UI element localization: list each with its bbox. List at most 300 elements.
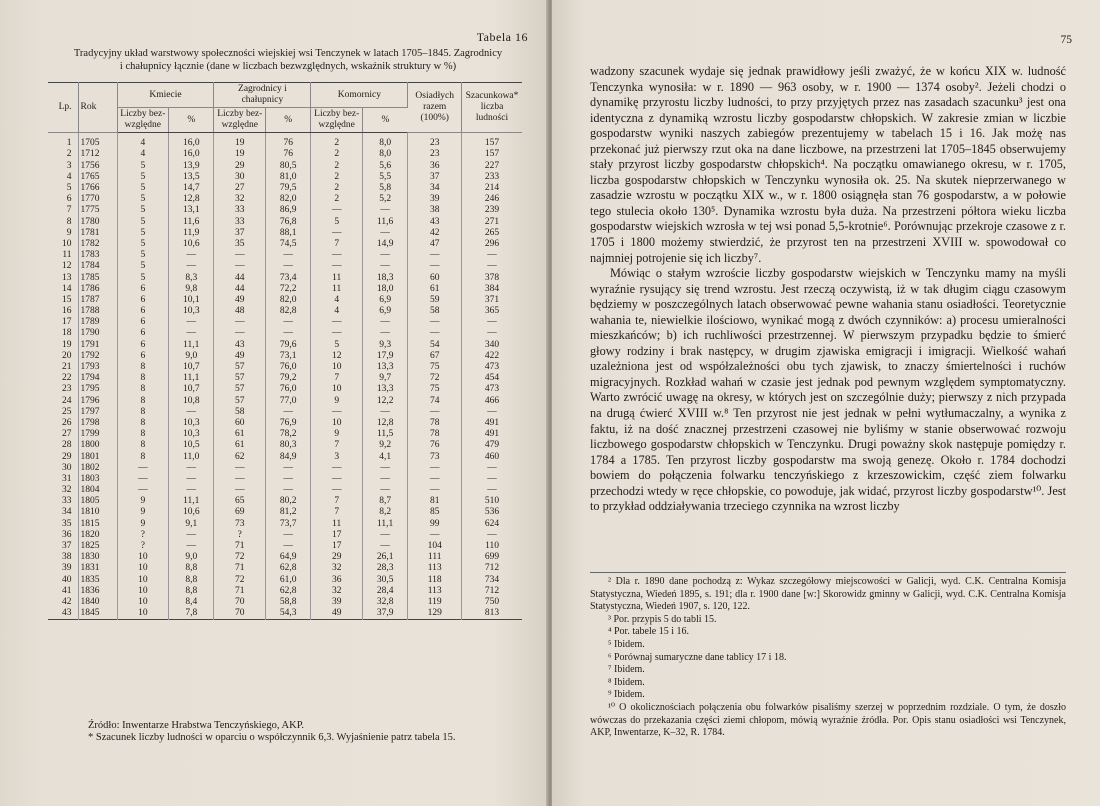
cell-osiadlych: 36 <box>408 160 462 171</box>
cell-rok: 1836 <box>78 586 117 597</box>
cell-rok: 1788 <box>78 306 117 317</box>
cell-rok: 1799 <box>78 429 117 440</box>
cell-osiadlych: 61 <box>408 283 462 294</box>
table-row <box>48 608 522 620</box>
cell-osiadlych: 113 <box>408 563 462 574</box>
cell-zagrodnicy-liczby: 65 <box>214 496 266 507</box>
cell-komornicy-pct: — <box>363 407 408 418</box>
cell-lp: 16 <box>48 306 78 317</box>
cell-szacunkowa: 371 <box>484 294 500 305</box>
cell-zagrodnicy-liczby: 57 <box>214 395 266 406</box>
cell-kmiecie-liczby: 6 <box>117 317 169 328</box>
cell-zagrodnicy-pct: 80,3 <box>266 440 311 451</box>
cell-kmiecie-pct: 9,0 <box>169 351 214 362</box>
cell-kmiecie-liczby: 10 <box>117 563 169 574</box>
cell-zagrodnicy-liczby: 33 <box>214 205 266 216</box>
table-row <box>48 160 522 171</box>
table-row <box>48 306 522 317</box>
cell-komornicy-liczby: 32 <box>311 586 363 597</box>
header-szacunkowa: Szacunkowa* liczba ludności <box>462 83 522 133</box>
cell-komornicy-liczby: 7 <box>311 507 363 518</box>
cell-szacunkowa: 510 <box>484 496 500 507</box>
cell-zagrodnicy-pct: 64,9 <box>266 552 311 563</box>
cell-zagrodnicy-liczby: 44 <box>214 283 266 294</box>
cell-lp: 26 <box>48 418 78 429</box>
cell-lp: 1 <box>48 133 78 150</box>
left-page <box>0 0 548 806</box>
cell-kmiecie-pct: 9,8 <box>169 283 214 294</box>
cell-osiadlych: 76 <box>408 440 462 451</box>
cell-lp: 36 <box>48 530 78 541</box>
cell-zagrodnicy-pct: 81,0 <box>266 172 311 183</box>
cell-osiadlych: 59 <box>408 295 462 306</box>
table-row <box>48 328 522 339</box>
cell-osiadlych: 113 <box>408 586 462 597</box>
cell-zagrodnicy-pct: 73,1 <box>266 351 311 362</box>
cell-zagrodnicy-liczby: 73 <box>214 518 266 529</box>
table-row <box>48 239 522 250</box>
cell-szacunkowa: 227 <box>484 160 500 171</box>
cell-rok: 1785 <box>78 272 117 283</box>
cell-osiadlych: 73 <box>408 451 462 462</box>
table-row <box>48 407 522 418</box>
cell-rok: 1798 <box>78 418 117 429</box>
cell-rok: 1831 <box>78 563 117 574</box>
cell-osiadlych: 129 <box>408 608 462 620</box>
cell-komornicy-pct: 6,9 <box>363 306 408 317</box>
cell-lp: 13 <box>48 272 78 283</box>
cell-rok: 1804 <box>78 485 117 496</box>
cell-lp: 17 <box>48 317 78 328</box>
cell-zagrodnicy-liczby: 48 <box>214 306 266 317</box>
cell-zagrodnicy-liczby: 71 <box>214 586 266 597</box>
cell-rok: 1840 <box>78 597 117 608</box>
table-row <box>48 317 522 328</box>
table-row <box>48 496 522 507</box>
cell-komornicy-liczby: 9 <box>311 395 363 406</box>
cell-osiadlych: — <box>408 250 462 261</box>
cell-zagrodnicy-pct: — <box>266 261 311 272</box>
cell-kmiecie-liczby: 4 <box>117 149 169 160</box>
cell-rok: 1800 <box>78 440 117 451</box>
cell-kmiecie-pct: 8,8 <box>169 574 214 585</box>
cell-komornicy-liczby: 5 <box>311 339 363 350</box>
cell-kmiecie-liczby: 6 <box>117 283 169 294</box>
source-line: Źródło: Inwentarze Hrabstwa Tenczyńskiego, AKP. <box>88 720 305 731</box>
cell-zagrodnicy-liczby: — <box>214 250 266 261</box>
cell-kmiecie-pct: — <box>169 530 214 541</box>
cell-osiadlych: — <box>408 474 462 485</box>
cell-rok: 1805 <box>78 496 117 507</box>
cell-zagrodnicy-pct: 76,8 <box>266 216 311 227</box>
cell-komornicy-liczby: 17 <box>311 530 363 541</box>
right-page <box>552 0 1100 806</box>
cell-osiadlych: 54 <box>408 339 462 350</box>
cell-szacunkowa: 239 <box>484 205 500 216</box>
cell-komornicy-liczby: 11 <box>311 272 363 283</box>
cell-kmiecie-pct: — <box>169 485 214 496</box>
table-source <box>88 720 455 744</box>
cell-rok: 1787 <box>78 295 117 306</box>
cell-zagrodnicy-liczby: 61 <box>214 429 266 440</box>
cell-kmiecie-pct: — <box>169 328 214 339</box>
table-row <box>48 339 522 350</box>
cell-kmiecie-liczby: — <box>117 474 169 485</box>
cell-komornicy-liczby: 36 <box>311 574 363 585</box>
cell-zagrodnicy-pct: 61,0 <box>266 574 311 585</box>
cell-komornicy-pct: 13,3 <box>363 384 408 395</box>
cell-lp: 30 <box>48 462 78 473</box>
table-row <box>48 507 522 518</box>
cell-zagrodnicy-pct: — <box>266 407 311 418</box>
cell-lp: 34 <box>48 507 78 518</box>
cell-zagrodnicy-pct: 79,5 <box>266 183 311 194</box>
cell-kmiecie-liczby: 9 <box>117 507 169 518</box>
cell-komornicy-pct: 30,5 <box>363 574 408 585</box>
cell-szacunkowa: 466 <box>484 395 500 406</box>
cell-rok: 1845 <box>78 608 117 620</box>
table-row <box>48 183 522 194</box>
cell-lp: 40 <box>48 574 78 585</box>
table-row <box>48 261 522 272</box>
cell-kmiecie-pct: — <box>169 462 214 473</box>
note-line: * Szacunek liczby ludności w oparciu o współczynnik 6,3. Wyjaśnienie patrz tabela 15. <box>88 732 456 743</box>
cell-zagrodnicy-pct: — <box>266 250 311 261</box>
table-row <box>48 362 522 373</box>
cell-zagrodnicy-pct: 76,9 <box>266 418 311 429</box>
cell-zagrodnicy-pct: 82,0 <box>266 295 311 306</box>
cell-lp: 27 <box>48 429 78 440</box>
cell-komornicy-liczby: 11 <box>311 283 363 294</box>
cell-komornicy-liczby: — <box>311 328 363 339</box>
cell-szacunkowa: 479 <box>484 440 500 451</box>
cell-zagrodnicy-liczby: 71 <box>214 563 266 574</box>
cell-zagrodnicy-pct: 76,0 <box>266 384 311 395</box>
cell-lp: 24 <box>48 395 78 406</box>
header-pct-kmiecie: % <box>169 108 214 133</box>
cell-szacunkowa: — <box>487 328 497 339</box>
cell-rok: 1802 <box>78 462 117 473</box>
cell-kmiecie-pct: 11,0 <box>169 451 214 462</box>
cell-zagrodnicy-liczby: 33 <box>214 216 266 227</box>
cell-kmiecie-liczby: 8 <box>117 440 169 451</box>
cell-osiadlych: 23 <box>408 133 462 150</box>
cell-komornicy-liczby: — <box>311 205 363 216</box>
cell-zagrodnicy-liczby: 70 <box>214 608 266 620</box>
cell-komornicy-liczby: 2 <box>311 133 363 150</box>
cell-osiadlych: 47 <box>408 239 462 250</box>
cell-szacunkowa: — <box>487 473 497 484</box>
cell-szacunkowa: 246 <box>484 194 500 205</box>
cell-lp: 25 <box>48 407 78 418</box>
cell-kmiecie-liczby: 4 <box>117 133 169 150</box>
caption-line-1: Tradycyjny układ warstwowy społeczności wiejskiej wsi Tenczynek w latach 1705–1845. Zagrodnicy <box>73 48 503 59</box>
table-row <box>48 216 522 227</box>
cell-zagrodnicy-pct: 77,0 <box>266 395 311 406</box>
body-text <box>590 64 1066 515</box>
cell-kmiecie-pct: 10,3 <box>169 429 214 440</box>
cell-kmiecie-pct: — <box>169 250 214 261</box>
cell-zagrodnicy-pct: 80,5 <box>266 160 311 171</box>
cell-rok: 1795 <box>78 384 117 395</box>
cell-komornicy-liczby: 2 <box>311 149 363 160</box>
cell-komornicy-pct: 28,4 <box>363 586 408 597</box>
cell-szacunkowa: 422 <box>484 350 500 361</box>
cell-rok: 1810 <box>78 507 117 518</box>
cell-osiadlych: — <box>408 261 462 272</box>
page-number: 75 <box>1060 34 1072 46</box>
cell-komornicy-liczby: 7 <box>311 496 363 507</box>
cell-kmiecie-pct: 10,5 <box>169 440 214 451</box>
table-row <box>48 451 522 462</box>
cell-zagrodnicy-liczby: 43 <box>214 339 266 350</box>
cell-zagrodnicy-pct: 58,8 <box>266 597 311 608</box>
cell-osiadlych: 81 <box>408 496 462 507</box>
cell-szacunkowa: — <box>487 529 497 540</box>
cell-zagrodnicy-pct: — <box>266 541 311 552</box>
cell-kmiecie-liczby: ? <box>117 541 169 552</box>
cell-komornicy-liczby: — <box>311 261 363 272</box>
table-row <box>48 474 522 485</box>
cell-osiadlych: — <box>408 328 462 339</box>
cell-szacunkowa: 157 <box>484 138 500 149</box>
cell-komornicy-pct: 14,9 <box>363 239 408 250</box>
cell-lp: 3 <box>48 160 78 171</box>
cell-zagrodnicy-liczby: 49 <box>214 351 266 362</box>
cell-kmiecie-pct: 7,8 <box>169 608 214 620</box>
cell-komornicy-liczby: 2 <box>311 160 363 171</box>
cell-kmiecie-liczby: 5 <box>117 183 169 194</box>
cell-rok: 1797 <box>78 407 117 418</box>
cell-kmiecie-liczby: 5 <box>117 205 169 216</box>
cell-szacunkowa: 699 <box>484 552 500 563</box>
cell-szacunkowa: 712 <box>484 585 500 596</box>
cell-zagrodnicy-pct: 76,0 <box>266 362 311 373</box>
cell-kmiecie-liczby: 6 <box>117 339 169 350</box>
cell-komornicy-liczby: 7 <box>311 440 363 451</box>
cell-komornicy-pct: 5,8 <box>363 183 408 194</box>
cell-lp: 22 <box>48 373 78 384</box>
cell-rok: 1782 <box>78 239 117 250</box>
table-row <box>48 373 522 384</box>
cell-zagrodnicy-pct: 79,6 <box>266 339 311 350</box>
cell-kmiecie-liczby: 5 <box>117 194 169 205</box>
cell-lp: 21 <box>48 362 78 373</box>
cell-kmiecie-liczby: 8 <box>117 407 169 418</box>
cell-komornicy-pct: — <box>363 462 408 473</box>
cell-komornicy-liczby: — <box>311 317 363 328</box>
cell-zagrodnicy-pct: 74,5 <box>266 239 311 250</box>
cell-szacunkowa: 233 <box>484 171 500 182</box>
cell-rok: 1784 <box>78 261 117 272</box>
table-body <box>48 133 522 620</box>
cell-zagrodnicy-liczby: 61 <box>214 440 266 451</box>
cell-kmiecie-pct: 13,5 <box>169 172 214 183</box>
cell-kmiecie-liczby: 5 <box>117 239 169 250</box>
table-row <box>48 418 522 429</box>
header-komornicy: Komornicy <box>311 83 408 108</box>
cell-zagrodnicy-liczby: 49 <box>214 295 266 306</box>
cell-kmiecie-liczby: 6 <box>117 306 169 317</box>
cell-lp: 29 <box>48 451 78 462</box>
cell-osiadlych: 104 <box>408 541 462 552</box>
cell-komornicy-pct: 9,2 <box>363 440 408 451</box>
cell-osiadlych: 75 <box>408 362 462 373</box>
cell-komornicy-liczby: 10 <box>311 418 363 429</box>
cell-lp: 2 <box>48 149 78 160</box>
cell-komornicy-pct: 12,2 <box>363 395 408 406</box>
cell-komornicy-liczby: 10 <box>311 362 363 373</box>
cell-kmiecie-pct: 9,1 <box>169 518 214 529</box>
cell-kmiecie-pct: 10,6 <box>169 507 214 518</box>
cell-lp: 10 <box>48 239 78 250</box>
caption-line-2: i chałupnicy łącznie (dane w liczbach bezwzględnych, wskaźnik struktury w %) <box>119 61 457 72</box>
cell-zagrodnicy-liczby: ? <box>214 530 266 541</box>
cell-szacunkowa: — <box>487 485 497 496</box>
cell-osiadlych: 60 <box>408 272 462 283</box>
cell-rok: 1781 <box>78 228 117 239</box>
cell-osiadlych: 111 <box>408 552 462 563</box>
cell-komornicy-pct: 26,1 <box>363 552 408 563</box>
cell-zagrodnicy-liczby: — <box>214 261 266 272</box>
table-row <box>48 272 522 283</box>
cell-lp: 4 <box>48 172 78 183</box>
cell-rok: 1780 <box>78 216 117 227</box>
cell-komornicy-pct: 6,9 <box>363 295 408 306</box>
cell-szacunkowa: 340 <box>484 339 500 350</box>
cell-kmiecie-liczby: 5 <box>117 160 169 171</box>
cell-osiadlych: — <box>408 485 462 496</box>
cell-komornicy-pct: — <box>363 250 408 261</box>
cell-kmiecie-pct: 14,7 <box>169 183 214 194</box>
cell-komornicy-liczby: — <box>311 407 363 418</box>
cell-kmiecie-liczby: 5 <box>117 272 169 283</box>
cell-komornicy-liczby: — <box>311 474 363 485</box>
cell-szacunkowa: 624 <box>484 518 500 529</box>
cell-kmiecie-liczby: ? <box>117 530 169 541</box>
cell-komornicy-pct: 9,3 <box>363 339 408 350</box>
cell-szacunkowa: 473 <box>484 384 500 395</box>
cell-rok: 1765 <box>78 172 117 183</box>
cell-komornicy-pct: 37,9 <box>363 608 408 620</box>
cell-zagrodnicy-pct: 79,2 <box>266 373 311 384</box>
cell-lp: 11 <box>48 250 78 261</box>
paragraph-2: Mówiąc o stałym wzroście liczby gospodarstw wiejskich w Tenczynku mamy na myśli wyraźnie rysujący się trend wzrostu. Jest rzeczą oczywistą, iż w tak długim ciągu czasowym będziemy w poszczególnych latach obserwować pewne wahania stanu osiadłości. Teoretycznie wahania te, niewielkie ilościowo, wynikać mogą z dwóch czynników: a) procesu umieralności mieszkańców; b) ich ruchliwości przestrzennej. W pierwszym przypadku będzie to śmierć głowy rodziny i brak następcy, w drugim zjawiska emigracji i imigracji. Wielkość wahań uzależniona jest od współzależności obu tych zjawisk, to znaczy śmiertelności i ruchów migracyjnych. Rozkład wahań w czasie jest jednak pod pewnym względem symptomatyczny. Warto zwrócić uwagę na okresy, w których jest on szczególnie duży; pierwszy z nich przypada na drugą ćwierć XVIII w.⁸ Ten przyrost nie jest jednak w pełni wytłumaczalny, a wynika z faktu, iż na dość znacznej przestrzeni czasowej nie byliśmy w stanie obserwować rozwoju liczbowego gospodarstw chłopskich w Tenczynku. Drugi poważny skok następuje pomiędzy r. 1784 a 1785. Ten przyrost liczby gospodarstw ma swoją genezę. Około r. 1784 dochodzi bowiem do połączenia folwarku tenczyńskiego z krzeszowickim, część ziem folwarku przechodzi wtedy w ręce chłopskie, co powoduje, jak widać, przyrost liczby gospodarstw¹⁰. Jest to przykład oddziaływania trzeciego czynnika na wzrost liczby <box>590 266 1066 514</box>
cell-lp: 9 <box>48 228 78 239</box>
cell-rok: 1766 <box>78 183 117 194</box>
cell-zagrodnicy-liczby: 57 <box>214 373 266 384</box>
cell-osiadlych: 99 <box>408 518 462 529</box>
cell-komornicy-liczby: 12 <box>311 351 363 362</box>
table-row <box>48 205 522 216</box>
cell-zagrodnicy-liczby: 30 <box>214 172 266 183</box>
table-row <box>48 552 522 563</box>
cell-zagrodnicy-pct: 76 <box>266 133 311 150</box>
cell-kmiecie-liczby: 10 <box>117 552 169 563</box>
cell-kmiecie-pct: 8,8 <box>169 563 214 574</box>
table-row <box>48 295 522 306</box>
population-table <box>48 82 522 620</box>
cell-szacunkowa: — <box>487 250 497 261</box>
cell-lp: 7 <box>48 205 78 216</box>
cell-komornicy-liczby: 10 <box>311 384 363 395</box>
cell-zagrodnicy-pct: 73,4 <box>266 272 311 283</box>
cell-kmiecie-pct: 10,3 <box>169 306 214 317</box>
cell-komornicy-liczby: 4 <box>311 295 363 306</box>
cell-zagrodnicy-pct: — <box>266 317 311 328</box>
cell-rok: 1803 <box>78 474 117 485</box>
table-row <box>48 384 522 395</box>
cell-osiadlych: 34 <box>408 183 462 194</box>
table-row <box>48 351 522 362</box>
cell-osiadlych: — <box>408 407 462 418</box>
cell-komornicy-liczby: 2 <box>311 172 363 183</box>
cell-zagrodnicy-liczby: 19 <box>214 149 266 160</box>
cell-zagrodnicy-liczby: 37 <box>214 228 266 239</box>
cell-lp: 19 <box>48 339 78 350</box>
cell-kmiecie-pct: — <box>169 317 214 328</box>
cell-komornicy-pct: — <box>363 530 408 541</box>
cell-kmiecie-pct: 11,6 <box>169 216 214 227</box>
cell-zagrodnicy-liczby: — <box>214 462 266 473</box>
cell-komornicy-pct: — <box>363 328 408 339</box>
footnotes <box>590 572 1066 740</box>
table-row <box>48 462 522 473</box>
cell-osiadlych: 78 <box>408 429 462 440</box>
cell-zagrodnicy-liczby: 60 <box>214 418 266 429</box>
cell-lp: 41 <box>48 586 78 597</box>
header-osiadlych: Osiadłych razem (100%) <box>408 83 462 133</box>
cell-osiadlych: 119 <box>408 597 462 608</box>
cell-komornicy-pct: 4,1 <box>363 451 408 462</box>
cell-komornicy-pct: 5,2 <box>363 194 408 205</box>
cell-rok: 1796 <box>78 395 117 406</box>
cell-komornicy-pct: 32,8 <box>363 597 408 608</box>
cell-komornicy-liczby: 7 <box>311 373 363 384</box>
cell-szacunkowa: 454 <box>484 373 500 384</box>
cell-kmiecie-liczby: 5 <box>117 228 169 239</box>
cell-kmiecie-liczby: 5 <box>117 261 169 272</box>
header-liczby-zagrodnicy: Liczby bez-względne <box>214 108 266 133</box>
cell-rok: 1830 <box>78 552 117 563</box>
cell-komornicy-liczby: — <box>311 462 363 473</box>
cell-osiadlych: 39 <box>408 194 462 205</box>
cell-kmiecie-liczby: 6 <box>117 328 169 339</box>
table-caption <box>48 47 528 73</box>
cell-kmiecie-liczby: 5 <box>117 216 169 227</box>
cell-lp: 15 <box>48 295 78 306</box>
cell-szacunkowa: 157 <box>484 149 500 160</box>
table-label: Tabela 16 <box>476 30 528 44</box>
cell-zagrodnicy-pct: — <box>266 328 311 339</box>
cell-komornicy-pct: — <box>363 317 408 328</box>
cell-komornicy-pct: 8,0 <box>363 133 408 150</box>
cell-komornicy-pct: 9,7 <box>363 373 408 384</box>
cell-lp: 33 <box>48 496 78 507</box>
cell-komornicy-liczby: 39 <box>311 597 363 608</box>
cell-komornicy-liczby: — <box>311 250 363 261</box>
cell-zagrodnicy-pct: — <box>266 485 311 496</box>
cell-lp: 12 <box>48 261 78 272</box>
cell-komornicy-liczby: 11 <box>311 518 363 529</box>
cell-komornicy-liczby: 7 <box>311 239 363 250</box>
table-row <box>48 283 522 294</box>
cell-komornicy-liczby: — <box>311 228 363 239</box>
cell-lp: 20 <box>48 351 78 362</box>
cell-kmiecie-pct: 12,8 <box>169 194 214 205</box>
cell-szacunkowa: 473 <box>484 362 500 373</box>
cell-zagrodnicy-pct: 84,9 <box>266 451 311 462</box>
